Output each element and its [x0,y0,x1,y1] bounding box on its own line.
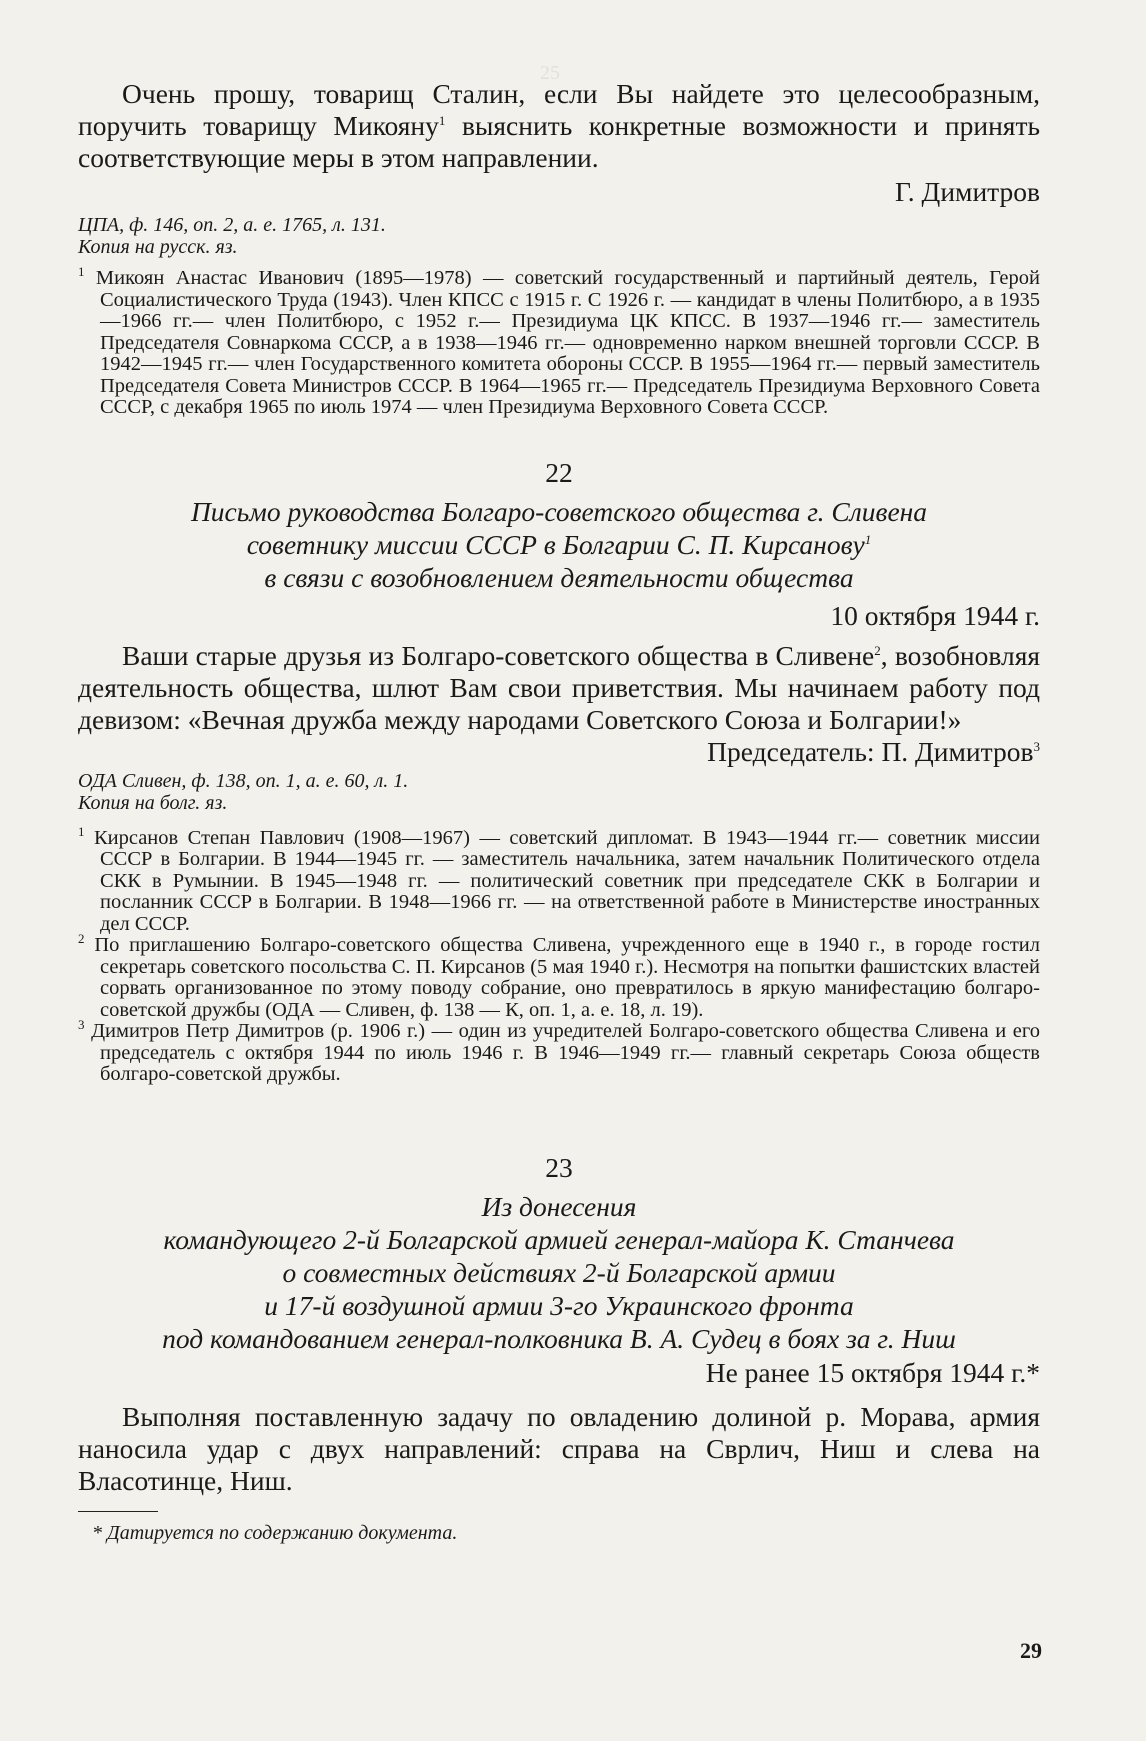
doc23-title-line4: и 17-й воздушной армии 3-го Украинского фронта [264,1289,854,1321]
doc22-title-line1: Письмо руководства Болгаро-советского общества г. Сливена [190,495,928,527]
footnote-invitation: $^2$ По приглашению Болгаро-советского общества Сливена, учрежденного еще в 1940 г., в городе гостил секретарь советского посольства С. П. Кирсанов (5 мая 1940 г.). Несмотря на попытки фашистских властей сорвать организованное по этому поводу собрание, оно превратилось в яркую манифестацию болгаро-советской дружбы (ОДА — Сливен, ф. 138 — К, оп. 1, а. е. 18, л. 19). [78,931,1041,1021]
intro-source-archive: ЦПА, ф. 146, оп. 2, а. е. 1765, л. 131. [78,214,386,236]
intro-source-copy: Копия на русск. яз. [78,236,238,258]
intro-paragraph: Очень прошу, товарищ Сталин, если Вы найдете это целесообразным, поручить товарищу Микояну$^1$ выяснить конкретные возможности и принять соответствующие меры в этом направлении. [78,78,1040,173]
document-page [78,78,1040,1544]
footnote-kirsanov: $^1$ Кирсанов Степан Павлович (1908—1967) — советский дипломат. В 1943—1944 гг.— советник миссии СССР в Болгарии. В 1944—1945 гг. — заместитель начальника, затем начальник Политического отдела СКК в Румынии. В 1945—1948 гг. — политический советник при председателе СКК в Болгарии и посланник СССР в Болгарии. В 1948—1966 гг. — на ответственной работе в Министерстве иностранных дел СССР. [78,823,1041,935]
doc23-number: 23 [545,1151,573,1183]
doc22-date: 10 октября 1944 г. [830,599,1040,631]
intro-signature: Г. Димитров [895,176,1040,207]
doc22-title-line3: в связи с возобновлением деятельности общества [264,561,854,593]
doc23-footnote-dating: * Датируется по содержанию документа. [92,1521,458,1544]
footnote-ref: 1 [438,112,446,128]
doc23-title-line5: под командованием генерал-полковника В. А. Судец в боях за г. Ниш [162,1322,956,1354]
footnote-dimitrov: $^3$ Димитров Петр Димитров (р. 1906 г.) — один из учредителей Болгаро-советского общества Сливена и его председатель с октября 1944 по июль 1946 г. В 1946—1949 гг.— главный секретарь Союза обществ болгаро-советской дружбы. [78,1017,1040,1085]
doc22-number: 22 [545,456,573,488]
doc22-text: Ваши старые друзья из Болгаро-советского общества в Сливене$^2$, возобновляя деятельность общества, шлют Вам свои приветствия. Мы начинаем работу под девизом: «Вечная дружба между народами Советского Союза и Болгарии!» [78,639,1040,735]
doc22-source-copy: Копия на болг. яз. [78,791,228,814]
page-number: 29 [1020,1638,1042,1663]
footnote-rule [78,1511,158,1512]
doc23-title-line2: командующего 2-й Болгарской армией генерал-майора К. Станчева [163,1223,955,1255]
doc23-date: Не ранее 15 октября 1944 г.* [705,1356,1040,1388]
doc22-title-line2: советнику миссии СССР в Болгарии С. П. Кирсанову$^1$ [246,528,872,560]
bleed-through-page-number: 25 [540,62,560,84]
doc23-text: Выполняя поставленную задачу по овладению долиной р. Морава, армия наносила удар с двух направлений: справа на Сврлич, Ниш и слева на Власотинце, Ниш. [78,1400,1040,1496]
footnote-mikoyan: $^1$ Микоян Анастас Иванович (1895—1978) — советский государственный и партийный деятель, Герой Социалистического Труда (1943). Член КПСС с 1915 г. С 1926 г. — кандидат в члены Политбюро, а в 1935—1966 гг.— член Политбюро, с 1952 г.— Президиума ЦК КПСС. В 1937—1946 гг.— заместитель Председателя Совнаркома СССР, а в 1938—1946 гг.— одновременно нарком внешней торговли СССР. В 1942—1945 гг.— член Государственного комитета обороны СССР. В 1955—1964 гг.— первый заместитель Председателя Совета Министров СССР. В 1964—1965 гг.— Председатель Президиума Верховного Совета СССР, с декабря 1965 по июль 1974 — член Президиума Верховного Совета СССР. [78,264,1041,418]
doc23-title-line1: Из донесения [481,1190,637,1222]
doc22-signature: Председатель: П. Димитров$^3$ [707,735,1040,767]
doc23-title-line3: о совместных действиях 2-й Болгарской армии [282,1256,836,1288]
doc22-source-archive: ОДА Сливен, ф. 138, оп. 1, а. е. 60, л. 1. [78,769,409,792]
